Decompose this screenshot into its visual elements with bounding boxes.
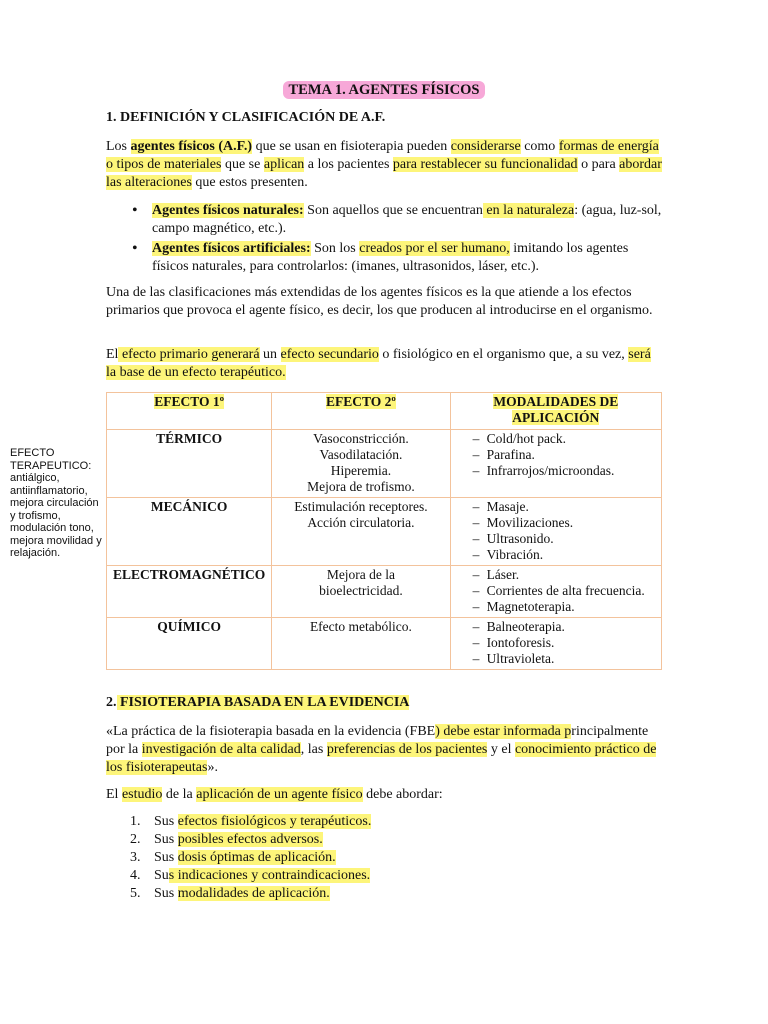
highlighted-text: será la base de un efecto terapéutico.	[106, 347, 651, 380]
highlighted-text: investigación de alta calidad	[141, 742, 301, 757]
highlighted-text: efectos fisiológicos y terapéuticos.	[177, 814, 372, 829]
header-effect-2: EFECTO 2º	[272, 393, 450, 430]
list-number: 4.	[130, 868, 141, 883]
list-item	[130, 849, 371, 867]
text-run: Son aquellos que se encuentran	[303, 203, 483, 218]
modality-item: – Parafina.	[457, 447, 655, 463]
cell-effect-2	[272, 566, 450, 618]
list-item	[130, 885, 371, 903]
text-run: El	[106, 787, 122, 802]
section-1-heading: 1. DEFINICIÓN Y CLASIFICACIÓN DE A.F.	[106, 110, 386, 125]
modality-item: – Masaje.	[457, 499, 655, 515]
modality-item: – Balneoterapia.	[457, 619, 655, 635]
cell-effect-1: QUÍMICO	[107, 618, 272, 670]
modality-item: – Infrarrojos/microondas.	[457, 463, 655, 479]
highlighted-text: efecto secundario	[280, 347, 379, 362]
highlighted-text: en la naturaleza	[482, 203, 575, 218]
modality-item: – Ultravioleta.	[457, 651, 655, 667]
highlighted-text: dosis óptimas de aplicación.	[177, 850, 336, 865]
cell-effect-1: MECÁNICO	[107, 498, 272, 566]
list-item-natural	[130, 202, 662, 238]
highlighted-text: aplican	[263, 157, 305, 172]
text-run: Su	[154, 868, 169, 883]
text-run: Sus	[154, 850, 178, 865]
effect-2-line: Hiperemia.	[330, 463, 392, 478]
header-modalities: MODALIDADES DE APLICACIÓN	[450, 393, 661, 430]
list-number: 3.	[130, 850, 141, 865]
highlighted-text: formas de energía o tipos de materiales	[106, 139, 659, 172]
modality-item: – Movilizaciones.	[457, 515, 655, 531]
classification-paragraph: Una de las clasificaciones más extendidas de los agentes físicos es la que atiende a los efectos primarios que provoca el agente físico, es decir, los que producen al introducirse en el organismo.	[106, 285, 653, 318]
agent-types-list	[130, 202, 662, 278]
text-run: Sus	[154, 832, 178, 847]
table-header-row	[107, 393, 662, 430]
list-item	[130, 813, 371, 831]
text-run: de la	[162, 787, 197, 802]
list-number: 2.	[130, 832, 141, 847]
effect-2-line: bioelectricidad.	[319, 583, 403, 598]
effect-2-line: Efecto metabólico.	[309, 619, 412, 634]
text-run: «La práctica de la fisioterapia basada en la evidencia (FBE	[106, 724, 436, 739]
text-run: un	[259, 347, 281, 362]
highlighted-text: creados por el ser humano,	[359, 241, 510, 256]
title-text: TEMA 1. AGENTES FÍSICOS	[283, 81, 486, 99]
section-2-heading: 2. FISIOTERAPIA BASADA EN LA EVIDENCIA	[106, 695, 410, 710]
highlighted-text: ) debe estar informada p	[435, 724, 572, 739]
text-run: a los pacientes	[304, 157, 393, 172]
study-list	[130, 813, 371, 903]
text-run: Sus	[154, 814, 178, 829]
modality-item: – Corrientes de alta frecuencia.	[457, 583, 655, 599]
text-run: que estos presenten.	[191, 175, 308, 190]
modality-item: – Magnetoterapia.	[457, 599, 655, 615]
text-run: : (agua, luz-sol, campo magnético, etc.).	[152, 203, 662, 236]
text-run: , las	[300, 742, 327, 757]
highlighted-text: estudio	[121, 787, 163, 802]
table-row	[107, 566, 662, 618]
text-run: que se	[221, 157, 264, 172]
effect-2-line: Mejora de trofismo.	[307, 479, 415, 494]
table-row	[107, 430, 662, 498]
text-run: que se usan en fisioterapia pueden	[252, 139, 451, 154]
cell-modalities	[450, 618, 661, 670]
table-row	[107, 618, 662, 670]
text-run: o para	[577, 157, 620, 172]
therapeutic-effect-note: EFECTO TERAPEUTICO: antiálgico, antiinflamatorio, mejora circulación y trofismo, modulación tono, mejora movilidad y relajación.	[10, 447, 102, 559]
cell-effect-1: TÉRMICO	[107, 430, 272, 498]
highlighted-text: Agentes físicos artificiales:	[152, 241, 311, 256]
highlighted-text: considerarse	[450, 139, 521, 154]
text-run: Son los	[310, 241, 360, 256]
effect-2-line: Vasoconstricción.	[313, 431, 409, 446]
cell-modalities	[450, 498, 661, 566]
highlighted-text: s indicaciones y contraindicaciones.	[168, 868, 371, 883]
text-run: y el	[487, 742, 515, 757]
highlighted-text: abordar las alteraciones	[106, 157, 662, 190]
modality-item: – Vibración.	[457, 547, 655, 563]
highlighted-text: agentes físicos (A.F.)	[130, 139, 253, 154]
highlighted-text: para restablecer su funcionalidad	[392, 157, 578, 172]
effect-2-line: Vasodilatación.	[319, 447, 403, 462]
text-run: El	[106, 347, 119, 362]
page-title	[0, 82, 768, 99]
highlighted-text: preferencias de los pacientes	[326, 742, 488, 757]
list-item-artificial	[130, 240, 662, 276]
highlighted-text: aplicación de un agente físico	[196, 787, 363, 802]
modality-item: – Láser.	[457, 567, 655, 583]
highlighted-text: modalidades de aplicación.	[177, 886, 330, 901]
modality-item: – Cold/hot pack.	[457, 431, 655, 447]
effect-2-line: Estimulación receptores.	[294, 499, 428, 514]
list-item	[130, 867, 371, 885]
modality-item: – Ultrasonido.	[457, 531, 655, 547]
text-run: debe abordar:	[362, 787, 443, 802]
cell-effect-2	[272, 430, 450, 498]
cell-effect-2	[272, 498, 450, 566]
effect-2-line: Acción circulatoria.	[307, 515, 415, 530]
text-run: Los	[106, 139, 131, 154]
highlighted-text: posibles efectos adversos.	[177, 832, 323, 847]
list-item	[130, 831, 371, 849]
fbe-quote-paragraph	[106, 723, 662, 777]
highlighted-text: efecto primario generará	[118, 347, 260, 362]
definition-paragraph	[106, 138, 662, 192]
modality-item: – Iontoforesis.	[457, 635, 655, 651]
effects-table	[106, 392, 662, 670]
highlighted-text: conocimiento práctico de los fisioterapeutas	[106, 742, 657, 775]
cell-modalities	[450, 566, 661, 618]
text-run: ».	[207, 760, 218, 775]
table-body	[107, 430, 662, 670]
study-paragraph	[106, 786, 662, 804]
text-run: rincipalmente por la	[106, 724, 649, 757]
header-effect-1: EFECTO 1º	[107, 393, 272, 430]
cell-effect-1: ELECTROMAGNÉTICO	[107, 566, 272, 618]
cell-modalities	[450, 430, 661, 498]
text-run: Sus	[154, 886, 178, 901]
table-row	[107, 498, 662, 566]
text-run: como	[520, 139, 559, 154]
highlighted-text: Agentes físicos naturales:	[152, 203, 304, 218]
cell-effect-2	[272, 618, 450, 670]
text-run: o fisiológico en el organismo que, a su vez,	[378, 347, 629, 362]
effect-2-line: Mejora de la	[326, 567, 396, 582]
list-number: 5.	[130, 886, 141, 901]
effect-paragraph	[106, 346, 662, 382]
text-run: imitando los agentes físicos naturales, para controlarlos: (imanes, ultrasonidos, láser, etc.).	[152, 241, 629, 274]
list-number: 1.	[130, 814, 141, 829]
